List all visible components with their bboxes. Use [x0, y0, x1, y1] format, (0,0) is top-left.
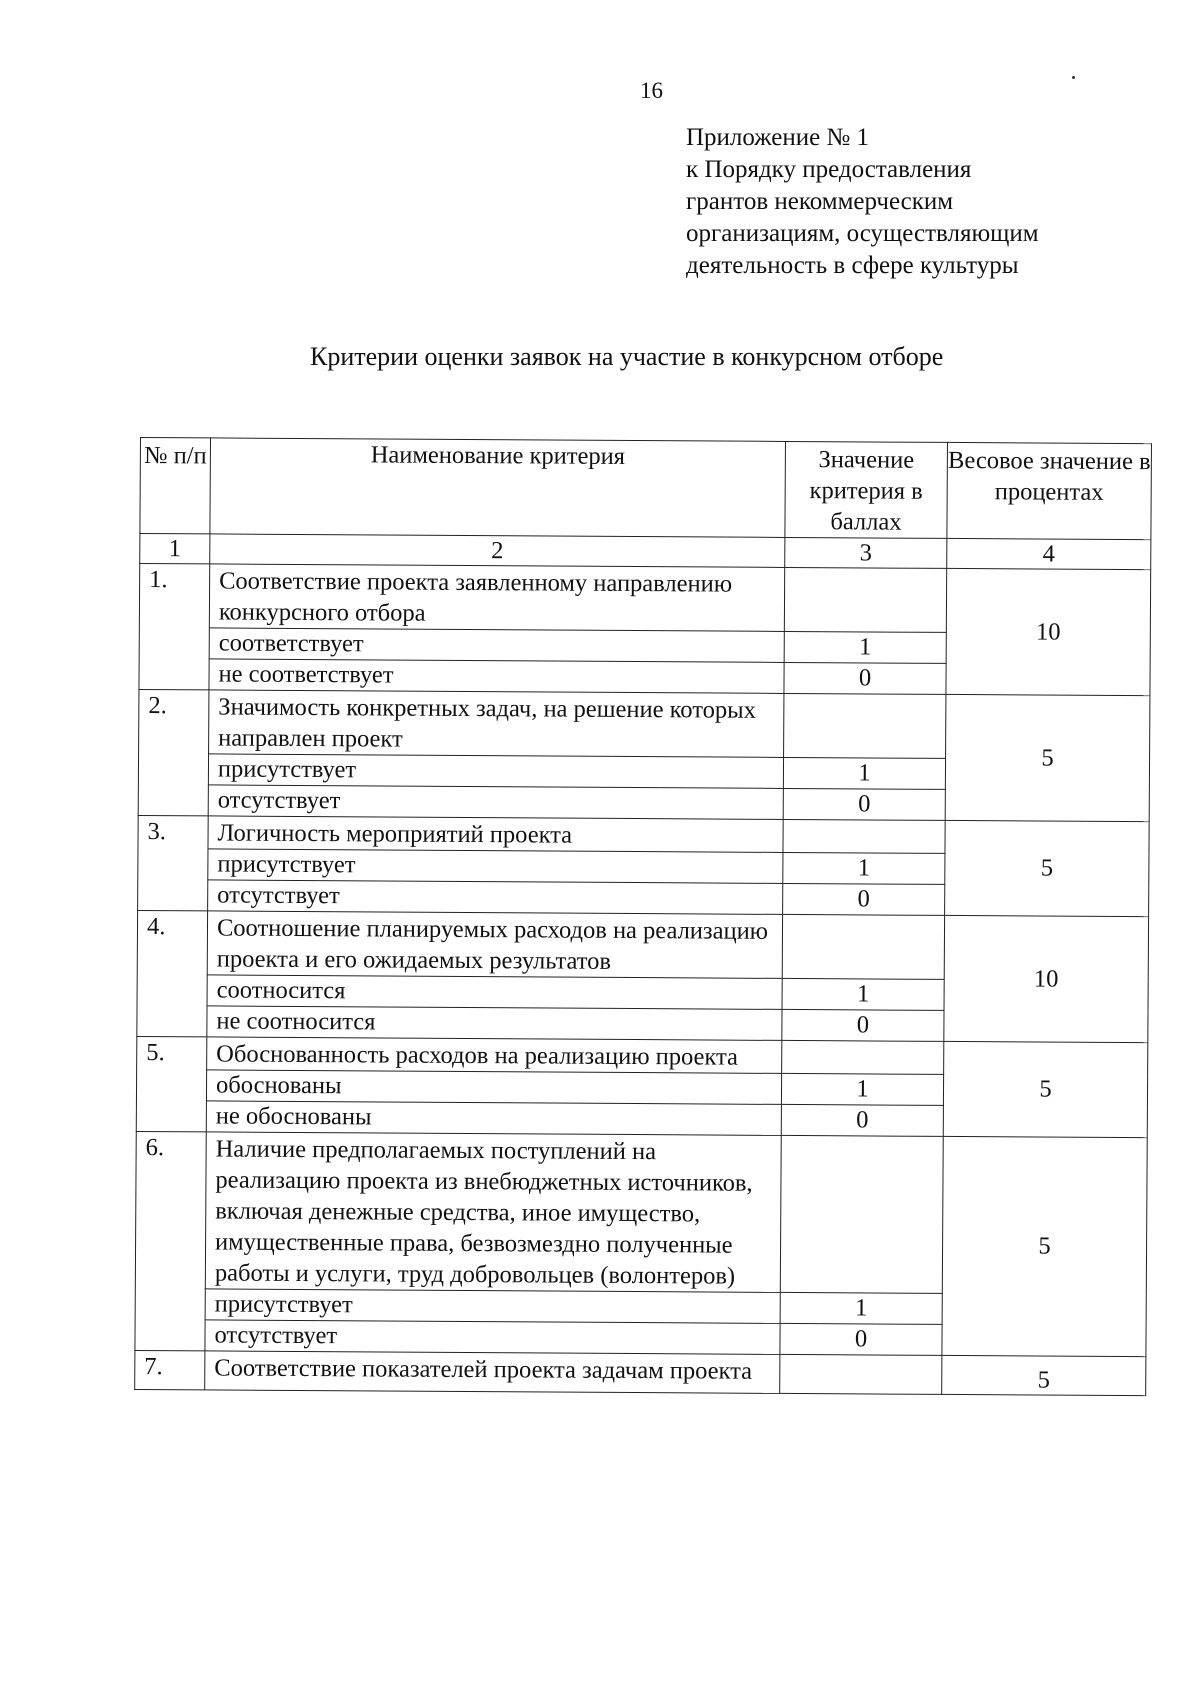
criterion-number: 1. [139, 564, 210, 690]
criterion-weight: 10 [946, 568, 1151, 695]
appendix-note [686, 122, 1039, 282]
criterion-score-empty [782, 1040, 944, 1074]
option-score: 1 [783, 757, 945, 789]
option-score: 1 [783, 852, 945, 884]
column-number: 2 [210, 534, 785, 568]
appendix-line: к Порядку предоставления [686, 156, 972, 183]
criterion-number: 2. [138, 689, 209, 815]
criterion-name: Логичность мероприятий проекта [208, 816, 783, 853]
option-label: отсутствует [205, 1320, 780, 1355]
criterion-weight: 5 [943, 1041, 1148, 1137]
option-score: 1 [784, 631, 946, 663]
option-label: присутствует [208, 754, 783, 789]
criterion-name: Соответствие проекта заявленному направлению конкурсного отбора [209, 564, 784, 632]
column-number: 4 [947, 538, 1151, 569]
criterion-name: Значимость конкретных задач, на решение которых направлен проект [209, 690, 784, 758]
option-score: 0 [782, 1009, 944, 1041]
option-score: 1 [780, 1292, 942, 1324]
criterion-number: 4. [137, 910, 208, 1036]
criterion-row [138, 815, 1149, 854]
criterion-row [137, 910, 1148, 980]
option-score: 1 [782, 978, 944, 1010]
option-score: 0 [780, 1323, 942, 1355]
criterion-score-empty [784, 693, 946, 758]
option-label: отсутствует [208, 880, 783, 915]
option-label: не соответствует [209, 659, 784, 694]
header-name: Наименование критерия [210, 438, 786, 538]
criterion-weight: 5 [942, 1136, 1147, 1356]
column-number: 1 [140, 534, 210, 564]
option-score: 0 [784, 662, 946, 694]
column-number: 3 [785, 537, 947, 568]
criterion-name: Соотношение планируемых расходов на реализацию проекта и его ожидаемых результатов [207, 911, 782, 979]
option-label: не соотносится [207, 1006, 782, 1041]
criteria-table-wrap [134, 437, 1151, 1396]
option-label: отсутствует [208, 785, 783, 820]
criterion-name: Соответствие показателей проекта задачам проекта [205, 1351, 780, 1394]
criterion-score-empty [782, 914, 944, 979]
criterion-row [139, 689, 1150, 759]
criterion-number: 7. [135, 1350, 205, 1389]
criterion-row [139, 564, 1150, 634]
page-number: 16 [640, 78, 663, 103]
criterion-row [135, 1350, 1146, 1395]
criteria-table [134, 437, 1152, 1396]
criterion-name: Обоснованность расходов на реализацию проекта [207, 1037, 782, 1074]
criterion-number: 5. [136, 1036, 207, 1131]
option-label: обоснованы [206, 1070, 781, 1105]
criterion-weight: 5 [945, 694, 1150, 821]
header-row [140, 438, 1152, 540]
option-label: соответствует [209, 628, 784, 663]
header-weight: Весовое значение в процентах [947, 442, 1152, 539]
criterion-number: 3. [138, 815, 209, 910]
criteria-body [135, 564, 1151, 1396]
header-no: № п/п [140, 438, 211, 534]
appendix-line: грантов некоммерческим [686, 188, 954, 215]
criterion-row [137, 1036, 1148, 1075]
criterion-name: Наличие предполагаемых поступлений на реализацию проекта из внебюджетных источников, включая денежные средства, иное имущество, имущественные права, безвозмездно полученные работы и услуги, труд добровольцев (волонтеров) [205, 1132, 781, 1293]
appendix-line: деятельность в сфере культуры [686, 252, 1019, 279]
criterion-number: 6. [135, 1131, 206, 1350]
scan-speck [1072, 76, 1075, 79]
criterion-weight: 5 [942, 1355, 1146, 1395]
appendix-line: Приложение № 1 [686, 124, 870, 151]
option-label: присутствует [205, 1289, 780, 1324]
criterion-row [135, 1131, 1147, 1294]
criterion-weight: 10 [944, 915, 1149, 1042]
option-score: 0 [783, 788, 945, 820]
option-score: 0 [781, 1104, 943, 1136]
option-label: не обоснованы [206, 1101, 781, 1136]
option-score: 0 [783, 883, 945, 915]
option-score: 1 [781, 1073, 943, 1105]
criterion-weight: 5 [945, 820, 1150, 916]
document-title: Критерии оценки заявок на участие в конкурсном отборе [310, 342, 944, 371]
header-score: Значение критерия в баллах [785, 441, 948, 538]
criterion-score-empty [783, 819, 945, 853]
criterion-score-empty [784, 567, 946, 632]
appendix-line: организациям, осуществляющим [686, 220, 1039, 247]
criterion-score-empty [780, 1354, 942, 1394]
option-label: присутствует [208, 849, 783, 884]
option-label: соотносится [207, 975, 782, 1010]
criterion-score-empty [780, 1135, 943, 1293]
